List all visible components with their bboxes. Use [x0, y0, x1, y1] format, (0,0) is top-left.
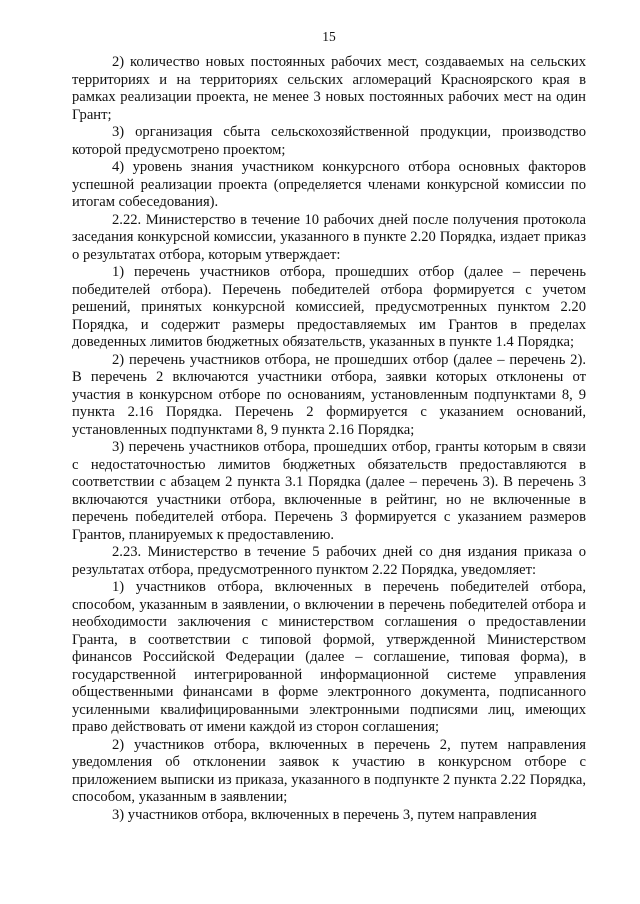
paragraph-list-2: 2) перечень участников отбора, не прошедших отбор (далее – перечень 2). В перечень 2 включаются участники отбора, заявки которых отклонены от участия в конкурсном отборе по основаниям, установленным подпунктами 8, 9 пункта 2.16 Порядка. Перечень 2 формируется с указанием оснований, установленных подпунктами 8, 9 пункта 2.16 Порядка;: [72, 351, 586, 438]
paragraph-2-22: 2.22. Министерство в течение 10 рабочих дней после получения протокола заседания конкурсной комиссии, указанного в пункте 2.20 Порядка, издает приказ о результатах отбора, которым утверждает:: [72, 211, 586, 263]
paragraph-notify-list-3: 3) участников отбора, включенных в перечень 3, путем направления: [112, 806, 537, 823]
paragraph-sales-organization: 3) организация сбыта сельскохозяйственной продукции, производство которой предусмотрено проектом;: [72, 124, 586, 158]
paragraph-winners-list: 1) перечень участников отбора, прошедших отбор (далее – перечень победителей отбора). Перечень победителей отбора формируется с учетом решений, принятых конкурсной комиссией, предусмотренных пунктом 2.20 Порядка, и содержит размеры предоставляемых им Грантов в пределах доведенных лимитов бюджетных обязательств, указанных в пункте 1.4 Порядка;: [72, 264, 586, 350]
paragraph-list-3: 3) перечень участников отбора, прошедших отбор, гранты которым в связи с недостаточностью лимитов бюджетных обязательств предоставляются в соответствии с абзацем 2 пункта 3.1 Порядка (далее – перечень 3). В перечень 3 включаются участники отбора, включенные в рейтинг, но не включенные в перечень победителей отбора. Перечень 3 формируется с указанием размеров Грантов, планируемых к предоставлению.: [72, 439, 586, 543]
paragraph-2-23: 2.23. Министерство в течение 5 рабочих дней со дня издания приказа о результатах отбора, предусмотренного пунктом 2.22 Порядка, уведомляет:: [72, 544, 586, 578]
document-page: [72, 28, 586, 824]
paragraph-knowledge-level: 4) уровень знания участником конкурсного отбора основных факторов успешной реализации проекта (определяется членами конкурсной комиссии по итогам собеседования).: [72, 159, 586, 210]
paragraph-notify-list-2: 2) участников отбора, включенных в перечень 2, путем направления уведомления об отклонении заявок к участию в конкурсном отборе с приложением выписки из приказа, указанного в подпункте 2 пункта 2.22 Порядка, способом, указанным в заявлении;: [72, 736, 586, 805]
page-number: 15: [322, 29, 336, 44]
paragraph-new-jobs: 2) количество новых постоянных рабочих мест, создаваемых на сельских территориях и на территориях сельских агломераций Красноярского края в рамках реализации проекта, не менее 3 новых постоянных рабочих мест на один Грант;: [72, 54, 586, 123]
paragraph-notify-winners: 1) участников отбора, включенных в перечень победителей отбора, способом, указанным в заявлении, о включении в перечень победителей отбора и необходимости заключения с министерством соглашения о предоставлении Гранта, в соответствии с типовой формой, утвержденной Министерством финансов Российской Федерации (далее – соглашение, типовая форма), в государственной интегрированной информационной системе управления общественными финансами в форме электронного документа, подписанного усиленными квалифицированными электронными подписями лиц, имеющих право действовать от имени каждой из сторон соглашения;: [72, 579, 586, 735]
